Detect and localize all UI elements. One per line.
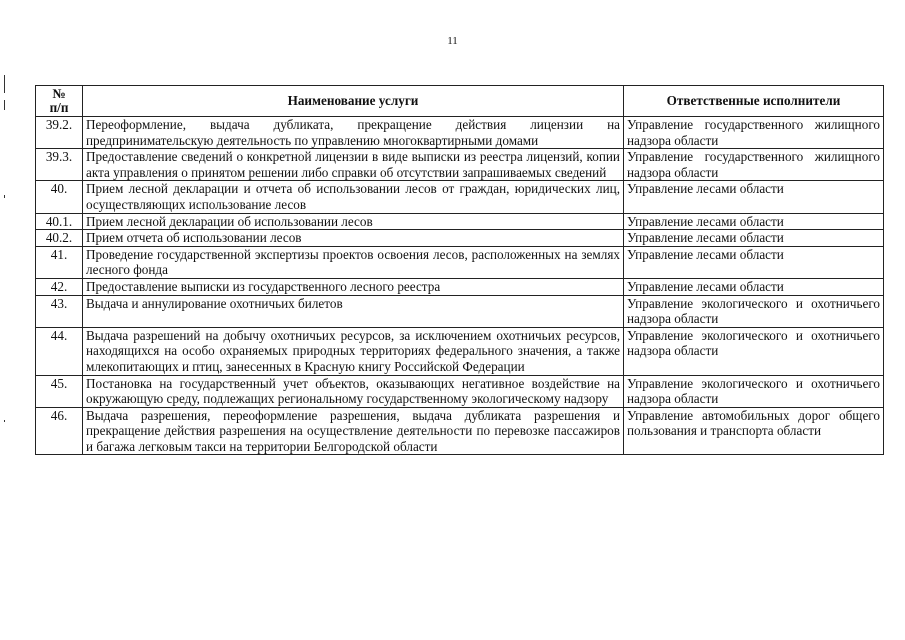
table-row — [36, 375, 884, 407]
row-service: Проведение государственной экспертизы проектов освоения лесов, расположенных на землях лесного фонда — [83, 246, 624, 278]
row-number: 46. — [36, 407, 83, 455]
header-service-name: Наименование услуги — [83, 86, 624, 117]
row-responsible: Управление экологического и охотничьего надзора области — [624, 327, 884, 375]
table-row — [36, 295, 884, 327]
page-number: 11 — [447, 35, 458, 47]
row-number: 40.2. — [36, 230, 83, 247]
row-number: 41. — [36, 246, 83, 278]
row-responsible: Управление лесами области — [624, 181, 884, 213]
header-number — [36, 86, 83, 117]
row-service: Прием лесной декларации и отчета об использовании лесов от граждан, юридических лиц, осуществляющих использование лесов — [83, 181, 624, 213]
row-responsible: Управление лесами области — [624, 278, 884, 295]
table-header-row — [36, 86, 884, 117]
table-row — [36, 181, 884, 213]
row-number: 42. — [36, 278, 83, 295]
row-number: 40.1. — [36, 213, 83, 230]
header-responsible: Ответственные исполнители — [624, 86, 884, 117]
row-responsible: Управление автомобильных дорог общего пользования и транспорта области — [624, 407, 884, 455]
row-number: 40. — [36, 181, 83, 213]
row-number: 39.2. — [36, 117, 83, 149]
header-number-sign: № — [52, 86, 66, 101]
row-service: Прием отчета об использовании лесов — [83, 230, 624, 247]
row-service: Прием лесной декларации об использовании лесов — [83, 213, 624, 230]
row-responsible: Управление экологического и охотничьего надзора области — [624, 375, 884, 407]
row-responsible: Управление государственного жилищного надзора области — [624, 117, 884, 149]
row-responsible: Управление лесами области — [624, 246, 884, 278]
table-row — [36, 230, 884, 247]
row-service: Выдача разрешения, переоформление разрешения, выдача дубликата разрешения и прекращение действия разрешения на осуществление деятельности по перевозке пассажиров и багажа легковым такси на территории Белгородской области — [83, 407, 624, 455]
row-service: Предоставление сведений о конкретной лицензии в виде выписки из реестра лицензий, копии акта управления о принятом решении либо справки об отсутствии запрашиваемых сведений — [83, 149, 624, 181]
row-service: Переоформление, выдача дубликата, прекращение действия лицензии на предпринимательскую деятельность по управлению многоквартирными домами — [83, 117, 624, 149]
row-service: Предоставление выписки из государственного лесного реестра — [83, 278, 624, 295]
row-responsible: Управление экологического и охотничьего надзора области — [624, 295, 884, 327]
row-service: Постановка на государственный учет объектов, оказывающих негативное воздействие на окружающую среду, подлежащих региональному государственному экологическому надзору — [83, 375, 624, 407]
services-table — [35, 85, 884, 455]
row-number: 45. — [36, 375, 83, 407]
table-row — [36, 278, 884, 295]
table-row — [36, 117, 884, 149]
row-service: Выдача и аннулирование охотничьих билетов — [83, 295, 624, 327]
table-row — [36, 213, 884, 230]
row-responsible: Управление государственного жилищного надзора области — [624, 149, 884, 181]
row-responsible: Управление лесами области — [624, 230, 884, 247]
table-row — [36, 407, 884, 455]
row-number: 43. — [36, 295, 83, 327]
header-number-abbrev: п/п — [49, 100, 69, 115]
table-row — [36, 327, 884, 375]
row-responsible: Управление лесами области — [624, 213, 884, 230]
table-row — [36, 246, 884, 278]
row-service: Выдача разрешений на добычу охотничьих ресурсов, за исключением охотничьих ресурсов, находящихся на особо охраняемых природных территориях федерального значения, а также млекопитающих и птиц, занесенных в Красную книгу Российской Федерации — [83, 327, 624, 375]
table-row — [36, 149, 884, 181]
row-number: 39.3. — [36, 149, 83, 181]
row-number: 44. — [36, 327, 83, 375]
